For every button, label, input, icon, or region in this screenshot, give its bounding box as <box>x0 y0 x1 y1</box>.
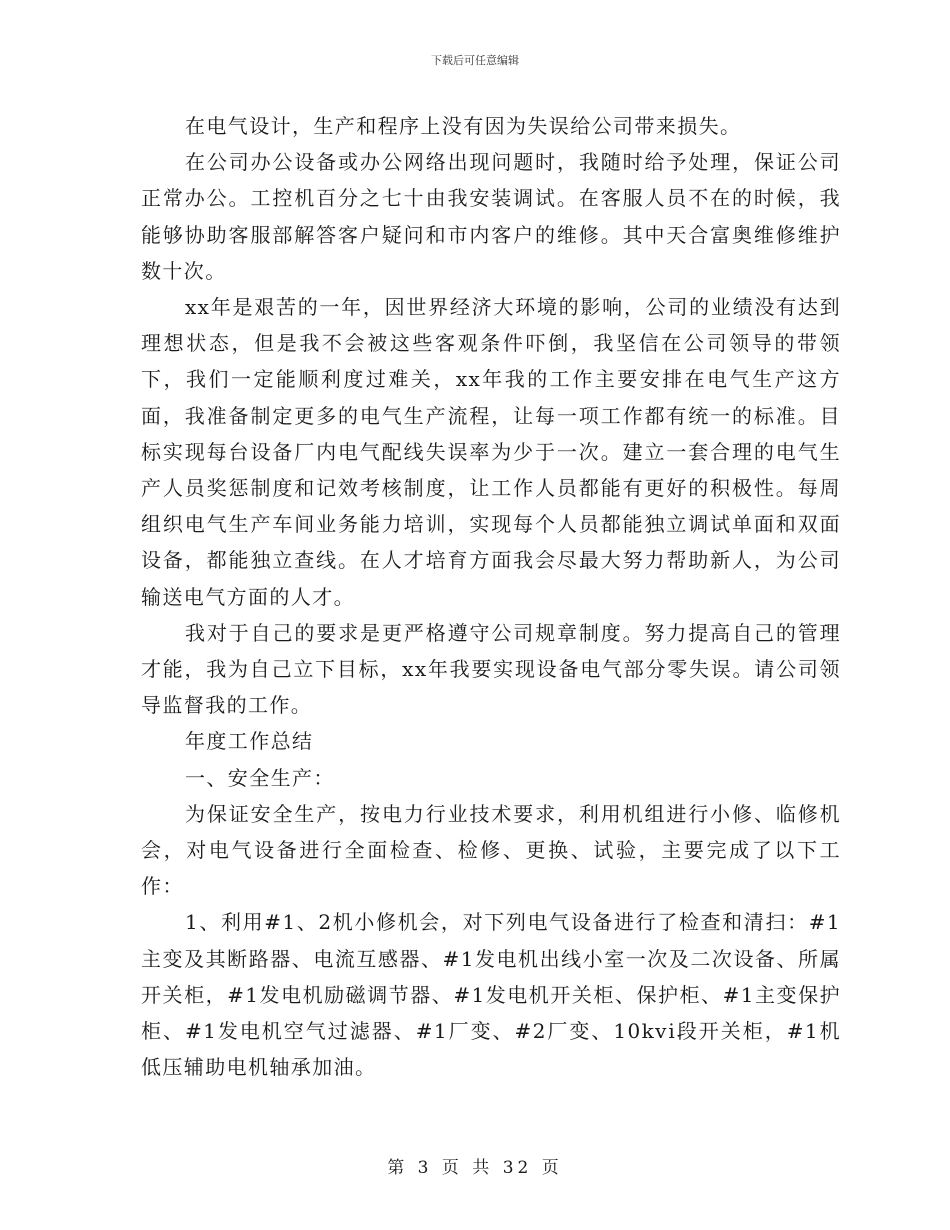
document-body <box>141 108 841 1085</box>
page-number: 第 3 页 共 32 页 <box>387 1158 563 1178</box>
paragraph-1: 在电气设计，生产和程序上没有因为失误给公司带来损失。 <box>185 114 742 138</box>
section-heading-safety: 一、安全生产： <box>185 765 335 790</box>
section-title: 年度工作总结 <box>185 729 314 754</box>
paragraph-3: xx年是艰苦的一年，因世界经济大环境的影响，公司的业绩没有达到理想状态，但是我不会被这些客观条件吓倒，我坚信在公司领导的带领下，我们一定能顺利度过难关，xx年我的工作主要安排在电气生产这方面，我准备制定更多的电气生产流程，让每一项工作都有统一的标准。目标实现每台设备厂内电气配线失误率为少于一次。建立一套合理的电气生产人员奖惩制度和记效考核制度，让工作人员都能有更好的积极性。每周组织电气生产车间业务能力培训，实现每个人员都能独立调试单面和双面设备，都能独立查线。在人才培育方面我会尽最大努力帮助新人，为公司输送电气方面的人才。 <box>141 295 841 609</box>
paragraph-4: 我对于自己的要求是更严格遵守公司规章制度。努力提高自己的管理才能，我为自己立下目标，xx年我要实现设备电气部分零失误。请公司领导监督我的工作。 <box>141 620 841 718</box>
page-header-note: 下载后可任意编辑 <box>431 54 519 67</box>
paragraph-item-1: 1、利用#1、2机小修机会，对下列电气设备进行了检查和清扫：#1主变及其断路器、电流互感器、#1发电机出线小室一次及二次设备、所属开关柜，#1发电机励磁调节器、#1发电机开关柜、保护柜、#1主变保护柜、#1发电机空气过滤器、#1厂变、#2厂变、10kvⅰ段开关柜，#1机低压辅助电机轴承加油。 <box>141 910 841 1080</box>
paragraph-safety-intro: 为保证安全生产，按电力行业技术要求，利用机组进行小修、临修机会，对电气设备进行全面检查、检修、更换、试验，主要完成了以下工作： <box>141 801 841 899</box>
paragraph-2: 在公司办公设备或办公网络出现问题时，我随时给予处理，保证公司正常办公。工控机百分之七十由我安装调试。在客服人员不在的时候，我能够协助客服部解答客户疑问和市内客户的维修。其中天合富奥维修维护数十次。 <box>141 150 841 283</box>
